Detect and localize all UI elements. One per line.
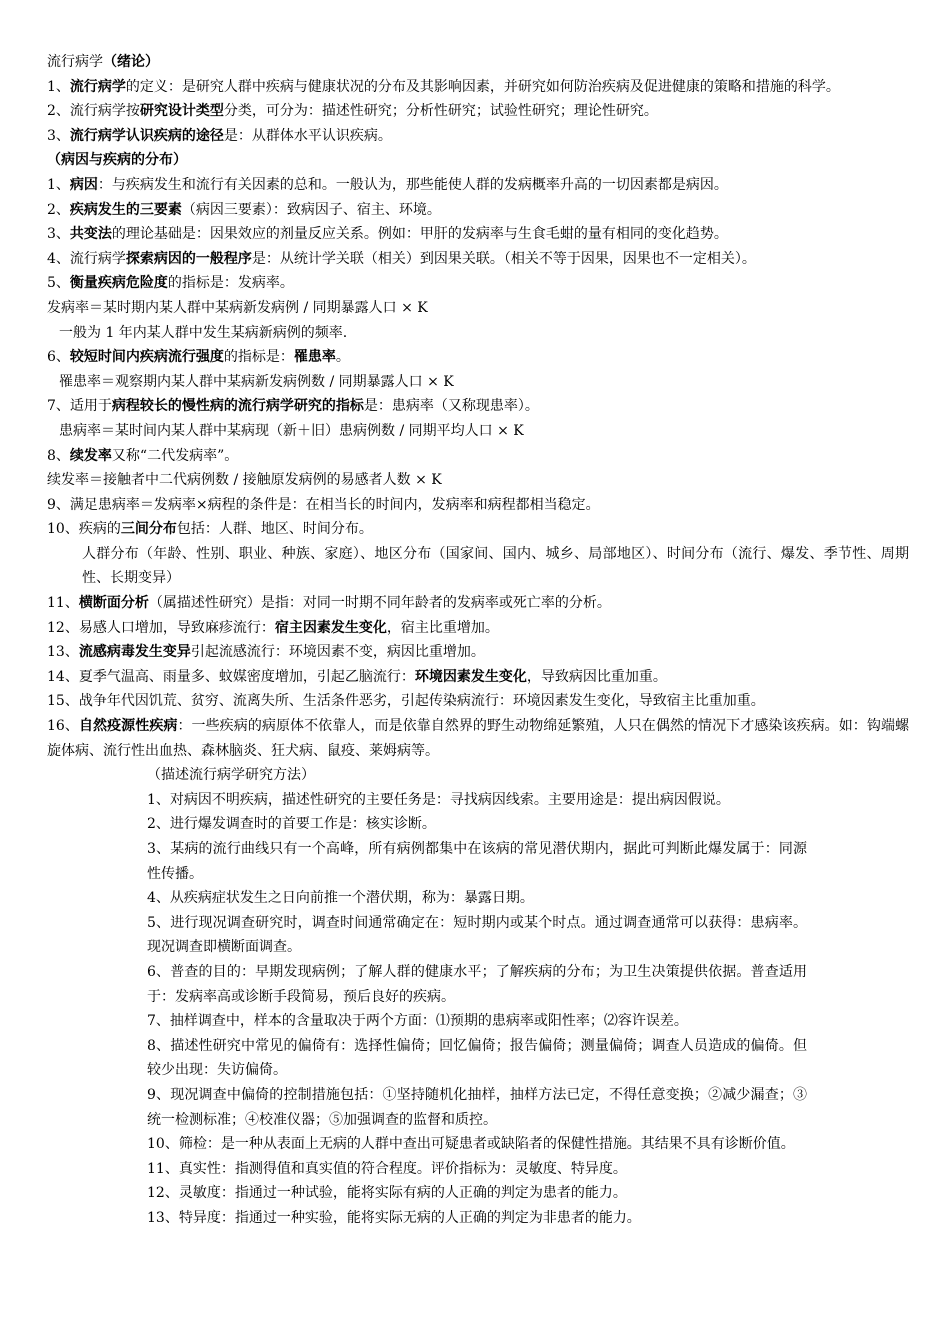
list-item: 7、抽样调查中，样本的含量取决于两个方面：⑴预期的患病率或阳性率；⑵容许误差。	[147, 1013, 688, 1030]
bold-term: 自然疫源性疾病	[78, 718, 178, 735]
list-item: 4、流行病学探索病因的一般程序是：从统计学关联（相关）到因果关联。（相关不等于因果，因果也不一定相关）。	[47, 250, 756, 267]
list-item: 2、疾病发生的三要素（病因三要素）：致病因子、宿主、环境。	[47, 201, 441, 218]
list-item: 8、续发率又称“二代发病率”。	[47, 447, 239, 464]
list-item: 11、真实性：指测得值和真实值的符合程度。评价指标为：灵敏度、特异度。	[147, 1160, 627, 1177]
bold-term: 病因	[69, 176, 98, 193]
section2-list	[47, 173, 909, 763]
bold-term: 宿主因素发生变化	[274, 619, 387, 636]
bold-term: 研究设计类型	[139, 103, 224, 120]
list-item: 8、描述性研究中常见的偏倚有：选择性偏倚；回忆偏倚；报告偏倚；测量偏倚；调查人员造成的偏倚。但较少出现：失访偏倚。	[147, 1037, 807, 1079]
list-item: 一般为 1 年内某人群中发生某病新病例的频率.	[59, 324, 348, 341]
bold-term: 共变法	[69, 226, 112, 243]
bold-term: 病程较长的慢性病的流行病学研究的指标	[111, 398, 364, 415]
list-item: 16、自然疫源性疾病：一些疾病的病原体不依靠人，而是依靠自然界的野生动物绵延繁殖，人只在偶然的情况下才感染该疾病。如：钩端螺旋体病、流行性出血热、森林脑炎、狂犬病、鼠疫、莱姆病等。	[47, 718, 910, 759]
section2-heading: （病因与疾病的分布）	[47, 152, 187, 169]
list-item: 4、从疾病症状发生之日向前推一个潜伏期，称为：暴露日期。	[147, 890, 534, 907]
section3-heading: （描述流行病学研究方法）	[147, 767, 315, 784]
bold-term: 衡量疾病危险度	[69, 275, 168, 292]
list-item: 5、进行现况调查研究时，调查时间通常确定在：短时期内或某个时点。通过调查通常可以获得：患病率。现况调查即横断面调查。	[147, 914, 807, 956]
list-item: 6、较短时间内疾病流行强度的指标是：罹患率。	[47, 349, 350, 366]
list-item: 2、流行病学按研究设计类型分类，可分为：描述性研究；分析性研究；试验性研究；理论性研究。	[47, 103, 658, 120]
intro-title-plain: 流行病学	[47, 54, 103, 70]
bold-term: 环境因素发生变化	[414, 668, 527, 685]
bold-term: 罹患率	[293, 349, 336, 366]
list-item: 15、战争年代因饥荒、贫穷、流离失所、生活条件恶劣，引起传染病流行：环境因素发生变化，导致宿主比重加重。	[47, 693, 765, 710]
list-item: 患病率＝某时间内某人群中某病现（新＋旧）患病例数 / 同期平均人口 × K	[59, 422, 524, 439]
list-item: 1、流行病学的定义：是研究人群中疾病与健康状况的分布及其影响因素，并研究如何防治疾病及促进健康的策略和措施的科学。	[47, 78, 840, 95]
list-item: 1、对病因不明疾病，描述性研究的主要任务是：寻找病因线索。主要用途是：提出病因假说。	[147, 791, 730, 808]
list-item: 10、筛检：是一种从表面上无病的人群中查出可疑患者或缺陷者的保健性措施。其结果不具有诊断价值。	[147, 1136, 795, 1153]
list-item: 9、满足患病率＝发病率×病程的条件是：在相当长的时间内，发病率和病程都相当稳定。	[47, 496, 600, 513]
list-item: 3、流行病学认识疾病的途径是：从群体水平认识疾病。	[47, 127, 392, 144]
list-item: 7、适用于病程较长的慢性病的流行病学研究的指标是：患病率（又称现患率）。	[47, 398, 539, 415]
bold-term: 疾病发生的三要素	[69, 201, 182, 218]
list-item: 12、灵敏度：指通过一种试验，能将实际有病的人正确的判定为患者的能力。	[147, 1185, 627, 1202]
list-item: 3、共变法的理论基础是：因果效应的剂量反应关系。例如：甲肝的发病率与生食毛蚶的量有相同的变化趋势。	[47, 226, 728, 243]
list-item: 9、现况调查中偏倚的控制措施包括：①坚持随机化抽样，抽样方法已定，不得任意变换；②减少漏查；③统一检测标准；④校准仪器；⑤加强调查的监督和质控。	[147, 1086, 807, 1128]
document-page	[47, 50, 909, 1231]
list-item: 12、易感人口增加，导致麻疹流行：宿主因素发生变化，宿主比重增加。	[47, 619, 499, 636]
bold-term: 横断面分析	[78, 595, 149, 612]
list-item: 5、衡量疾病危险度的指标是：发病率。	[47, 275, 294, 292]
bold-term: 三间分布	[120, 521, 177, 538]
intro-list	[47, 75, 909, 149]
bold-term: 流行病学	[69, 78, 126, 95]
list-item: 11、横断面分析（属描述性研究）是指：对同一时期不同年龄者的发病率或死亡率的分析。	[47, 595, 611, 612]
bold-term: 续发率	[69, 447, 112, 464]
section3-list	[47, 788, 909, 1231]
list-item: 续发率＝接触者中二代病例数 / 接触原发病例的易感者人数 × K	[47, 472, 442, 489]
list-item: 13、流感病毒发生变异引起流感流行：环境因素不变，病因比重增加。	[47, 644, 485, 661]
bold-term: 探索病因的一般程序	[125, 250, 252, 267]
bold-term: 流感病毒发生变异	[78, 644, 191, 661]
intro-title	[47, 50, 909, 75]
list-item: 13、特异度：指通过一种实验，能将实际无病的人正确的判定为非患者的能力。	[147, 1209, 641, 1226]
list-item: 3、某病的流行曲线只有一个高峰，所有病例都集中在该病的常见潜伏期内，据此可判断此爆发属于：同源性传播。	[147, 841, 807, 882]
list-item: 14、夏季气温高、雨量多、蚊媒密度增加，引起乙脑流行：环境因素发生变化，导致病因比重加重。	[47, 668, 667, 685]
bold-term: 流行病学认识疾病的途径	[69, 127, 224, 144]
list-item: 人群分布（年龄、性别、职业、种族、家庭）、地区分布（国家间、国内、城乡、局部地区）、时间分布（流行、爆发、季节性、周期性、长期变异）	[82, 545, 909, 587]
list-item: 发病率＝某时期内某人群中某病新发病例 / 同期暴露人口 × K	[47, 299, 428, 316]
intro-title-bold: （绪论）	[103, 54, 159, 70]
bold-term: 较短时间内疾病流行强度	[69, 349, 224, 366]
list-item: 2、进行爆发调查时的首要工作是：核实诊断。	[147, 816, 436, 833]
list-item: 6、普查的目的：早期发现病例；了解人群的健康水平；了解疾病的分布；为卫生决策提供依据。普查适用于：发病率高或诊断手段简易，预后良好的疾病。	[147, 963, 807, 1005]
list-item: 1、病因：与疾病发生和流行有关因素的总和。一般认为，那些能使人群的发病概率升高的一切因素都是病因。	[47, 176, 728, 193]
list-item: 10、疾病的三间分布包括：人群、地区、时间分布。	[47, 521, 373, 538]
list-item: 罹患率＝观察期内某人群中某病新发病例数 / 同期暴露人口 × K	[59, 373, 454, 390]
